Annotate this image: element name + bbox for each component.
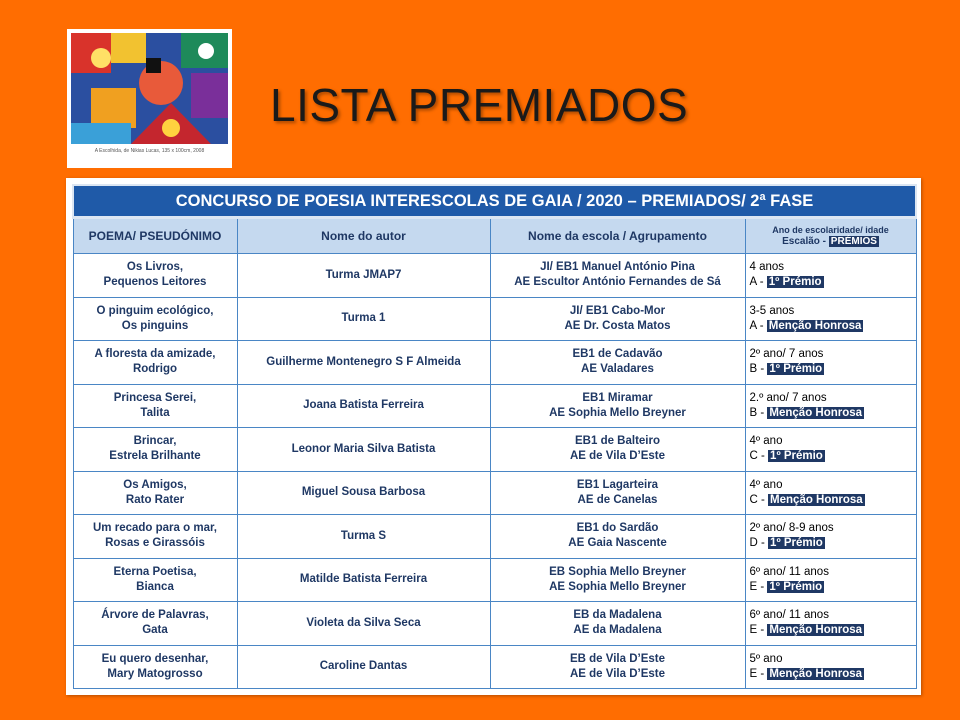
award-badge: 1º Prémio xyxy=(770,537,823,550)
award-badge: Menção Honrosa xyxy=(770,493,863,506)
poem-pseudonym: Rosas e Girassóis xyxy=(105,537,205,550)
school-group: AE de Canelas xyxy=(577,493,658,506)
school-group: AE Gaia Nascente xyxy=(568,537,667,550)
grade-age: 2.º ano/ 7 anos xyxy=(749,391,827,404)
table-row xyxy=(73,471,916,515)
poem-cell xyxy=(73,341,237,385)
poem-pseudonym: Estrela Brilhante xyxy=(109,450,201,463)
table-row xyxy=(73,645,916,689)
grade-age: 2º ano/ 7 anos xyxy=(749,348,824,361)
poem-title: Princesa Serei, xyxy=(113,391,197,404)
grade-age: 4º ano xyxy=(749,478,783,491)
award-badge: Menção Honrosa xyxy=(769,406,863,419)
level: E - xyxy=(749,667,765,680)
grade-age: 4º ano xyxy=(749,435,783,448)
grade-age: 3-5 anos xyxy=(749,304,795,317)
prize-cell xyxy=(745,297,916,341)
school-cell xyxy=(490,428,745,472)
school-name: EB1 Miramar xyxy=(582,391,653,404)
poem-cell xyxy=(73,254,237,298)
school-name: JI/ EB1 Cabo-Mor xyxy=(569,304,666,317)
author-cell: Leonor Maria Silva Batista xyxy=(237,428,490,472)
author-cell: Joana Batista Ferreira xyxy=(237,384,490,428)
poem-title: Eu quero desenhar, xyxy=(101,652,209,665)
school-name: EB1 do Sardão xyxy=(576,522,659,535)
header-grade-prizes: PRÉMIOS xyxy=(830,236,877,247)
poem-title: Brincar, xyxy=(133,435,177,448)
header-author: Nome do autor xyxy=(237,218,490,254)
table-row xyxy=(73,341,916,385)
school-group: AE da Madalena xyxy=(573,624,662,637)
school-cell xyxy=(490,297,745,341)
grade-age: 6º ano/ 11 anos xyxy=(749,565,829,578)
grade-age: 4 anos xyxy=(749,261,785,274)
school-name: EB Sophia Mello Breyner xyxy=(549,565,686,578)
author-cell: Turma 1 xyxy=(237,297,490,341)
award-badge: 1º Prémio xyxy=(770,450,823,463)
school-name: EB1 Lagarteira xyxy=(576,478,659,491)
painting-caption: A Escolhida, de Nikias Lucas, 135 x 100cm, 2008 xyxy=(94,148,205,154)
award-badge: Menção Honrosa xyxy=(768,319,862,332)
author-cell: Turma S xyxy=(237,515,490,559)
prize-cell xyxy=(745,602,916,646)
school-cell xyxy=(490,515,745,559)
grade-age: 5º ano xyxy=(749,652,783,665)
prize-cell xyxy=(745,515,916,559)
award-badge: Menção Honrosa xyxy=(769,667,863,680)
poem-cell xyxy=(73,602,237,646)
poem-pseudonym: Talita xyxy=(140,406,170,419)
level: D - xyxy=(749,537,765,550)
prize-cell xyxy=(745,428,916,472)
poem-pseudonym: Gata xyxy=(142,624,168,637)
poem-pseudonym: Rato Rater xyxy=(125,493,185,506)
header-grade-line2: Escalão - xyxy=(782,236,827,247)
award-badge: Menção Honrosa xyxy=(769,624,863,637)
school-name: EB da Madalena xyxy=(573,609,662,622)
prize-cell xyxy=(745,384,916,428)
table-banner-row xyxy=(73,185,916,218)
school-cell xyxy=(490,384,745,428)
table-row xyxy=(73,558,916,602)
table-row xyxy=(73,428,916,472)
school-name: EB1 de Balteiro xyxy=(575,435,660,448)
author-cell: Guilherme Montenegro S F Almeida xyxy=(237,341,490,385)
table-row xyxy=(73,515,916,559)
poem-cell xyxy=(73,558,237,602)
school-group: AE de Vila D’Este xyxy=(569,450,666,463)
header-school: Nome da escola / Agrupamento xyxy=(490,218,745,254)
poem-cell xyxy=(73,297,237,341)
school-cell xyxy=(490,471,745,515)
poem-cell xyxy=(73,645,237,689)
table-header-row xyxy=(73,218,916,254)
author-cell: Violeta da Silva Seca xyxy=(237,602,490,646)
header-poem: POEMA/ PSEUDÓNIMO xyxy=(73,218,237,254)
painting-image xyxy=(71,33,228,144)
award-badge: 1º Prémio xyxy=(769,580,823,593)
author-cell: Matilde Batista Ferreira xyxy=(237,558,490,602)
school-group: AE Sophia Mello Breyner xyxy=(549,406,686,419)
award-badge: 1º Prémio xyxy=(768,276,822,289)
author-cell: Turma JMAP7 xyxy=(237,254,490,298)
award-badge: 1º Prémio xyxy=(769,363,823,376)
poem-cell xyxy=(73,428,237,472)
author-cell: Caroline Dantas xyxy=(237,645,490,689)
poem-pseudonym: Pequenos Leitores xyxy=(103,276,207,289)
prize-cell xyxy=(745,254,916,298)
poem-pseudonym: Mary Matogrosso xyxy=(107,667,203,680)
school-group: AE Valadares xyxy=(581,363,654,376)
prize-cell xyxy=(745,341,916,385)
poem-title: O pinguim ecológico, xyxy=(96,304,214,317)
school-cell xyxy=(490,558,745,602)
table-row xyxy=(73,254,916,298)
grade-age: 6º ano/ 11 anos xyxy=(749,609,829,622)
grade-age: 2º ano/ 8-9 anos xyxy=(749,522,834,535)
level: A - xyxy=(749,276,764,289)
poem-title: Eterna Poetisa, xyxy=(113,565,197,578)
prize-cell xyxy=(745,471,916,515)
school-name: JI/ EB1 Manuel António Pina xyxy=(540,261,695,274)
awards-table-container xyxy=(66,178,921,695)
poem-title: Os Livros, xyxy=(126,261,184,274)
prize-cell xyxy=(745,645,916,689)
poem-cell xyxy=(73,384,237,428)
school-cell xyxy=(490,602,745,646)
level: B - xyxy=(749,363,765,376)
level: C - xyxy=(749,493,765,506)
poem-title: Um recado para o mar, xyxy=(93,522,217,535)
poem-pseudonym: Rodrigo xyxy=(132,363,178,376)
school-name: EB de Vila D’Este xyxy=(569,652,666,665)
school-cell xyxy=(490,254,745,298)
poem-pseudonym: Bianca xyxy=(136,580,174,593)
table-row xyxy=(73,602,916,646)
level: C - xyxy=(749,450,765,463)
prize-cell xyxy=(745,558,916,602)
slide-title: LISTA PREMIADOS xyxy=(270,79,689,131)
header-grade-line1: Ano de escolaridade/ idade xyxy=(772,225,889,235)
poem-cell xyxy=(73,471,237,515)
level: B - xyxy=(749,406,765,419)
school-cell xyxy=(490,341,745,385)
poem-title: A floresta da amizade, xyxy=(94,348,216,361)
poem-title: Árvore de Palavras, xyxy=(101,609,209,622)
school-group: AE Escultor António Fernandes de Sá xyxy=(514,276,721,289)
poem-cell xyxy=(73,515,237,559)
school-name: EB1 de Cadavão xyxy=(572,348,663,361)
table-row xyxy=(73,384,916,428)
level: A - xyxy=(749,319,764,332)
author-cell: Miguel Sousa Barbosa xyxy=(237,471,490,515)
poem-title: Os Amigos, xyxy=(123,478,187,491)
level: E - xyxy=(749,580,765,593)
awards-table xyxy=(72,184,917,689)
header-grade xyxy=(745,218,916,254)
table-row xyxy=(73,297,916,341)
school-group: AE Dr. Costa Matos xyxy=(564,319,671,332)
poem-pseudonym: Os pinguins xyxy=(121,319,189,332)
painting-thumbnail xyxy=(67,29,232,168)
table-banner: CONCURSO DE POESIA INTERESCOLAS DE GAIA / 2020 – PREMIADOS/ 2ª FASE xyxy=(73,185,916,218)
school-group: AE Sophia Mello Breyner xyxy=(549,580,686,593)
school-group: AE de Vila D’Este xyxy=(569,667,666,680)
school-cell xyxy=(490,645,745,689)
level: E - xyxy=(749,624,765,637)
